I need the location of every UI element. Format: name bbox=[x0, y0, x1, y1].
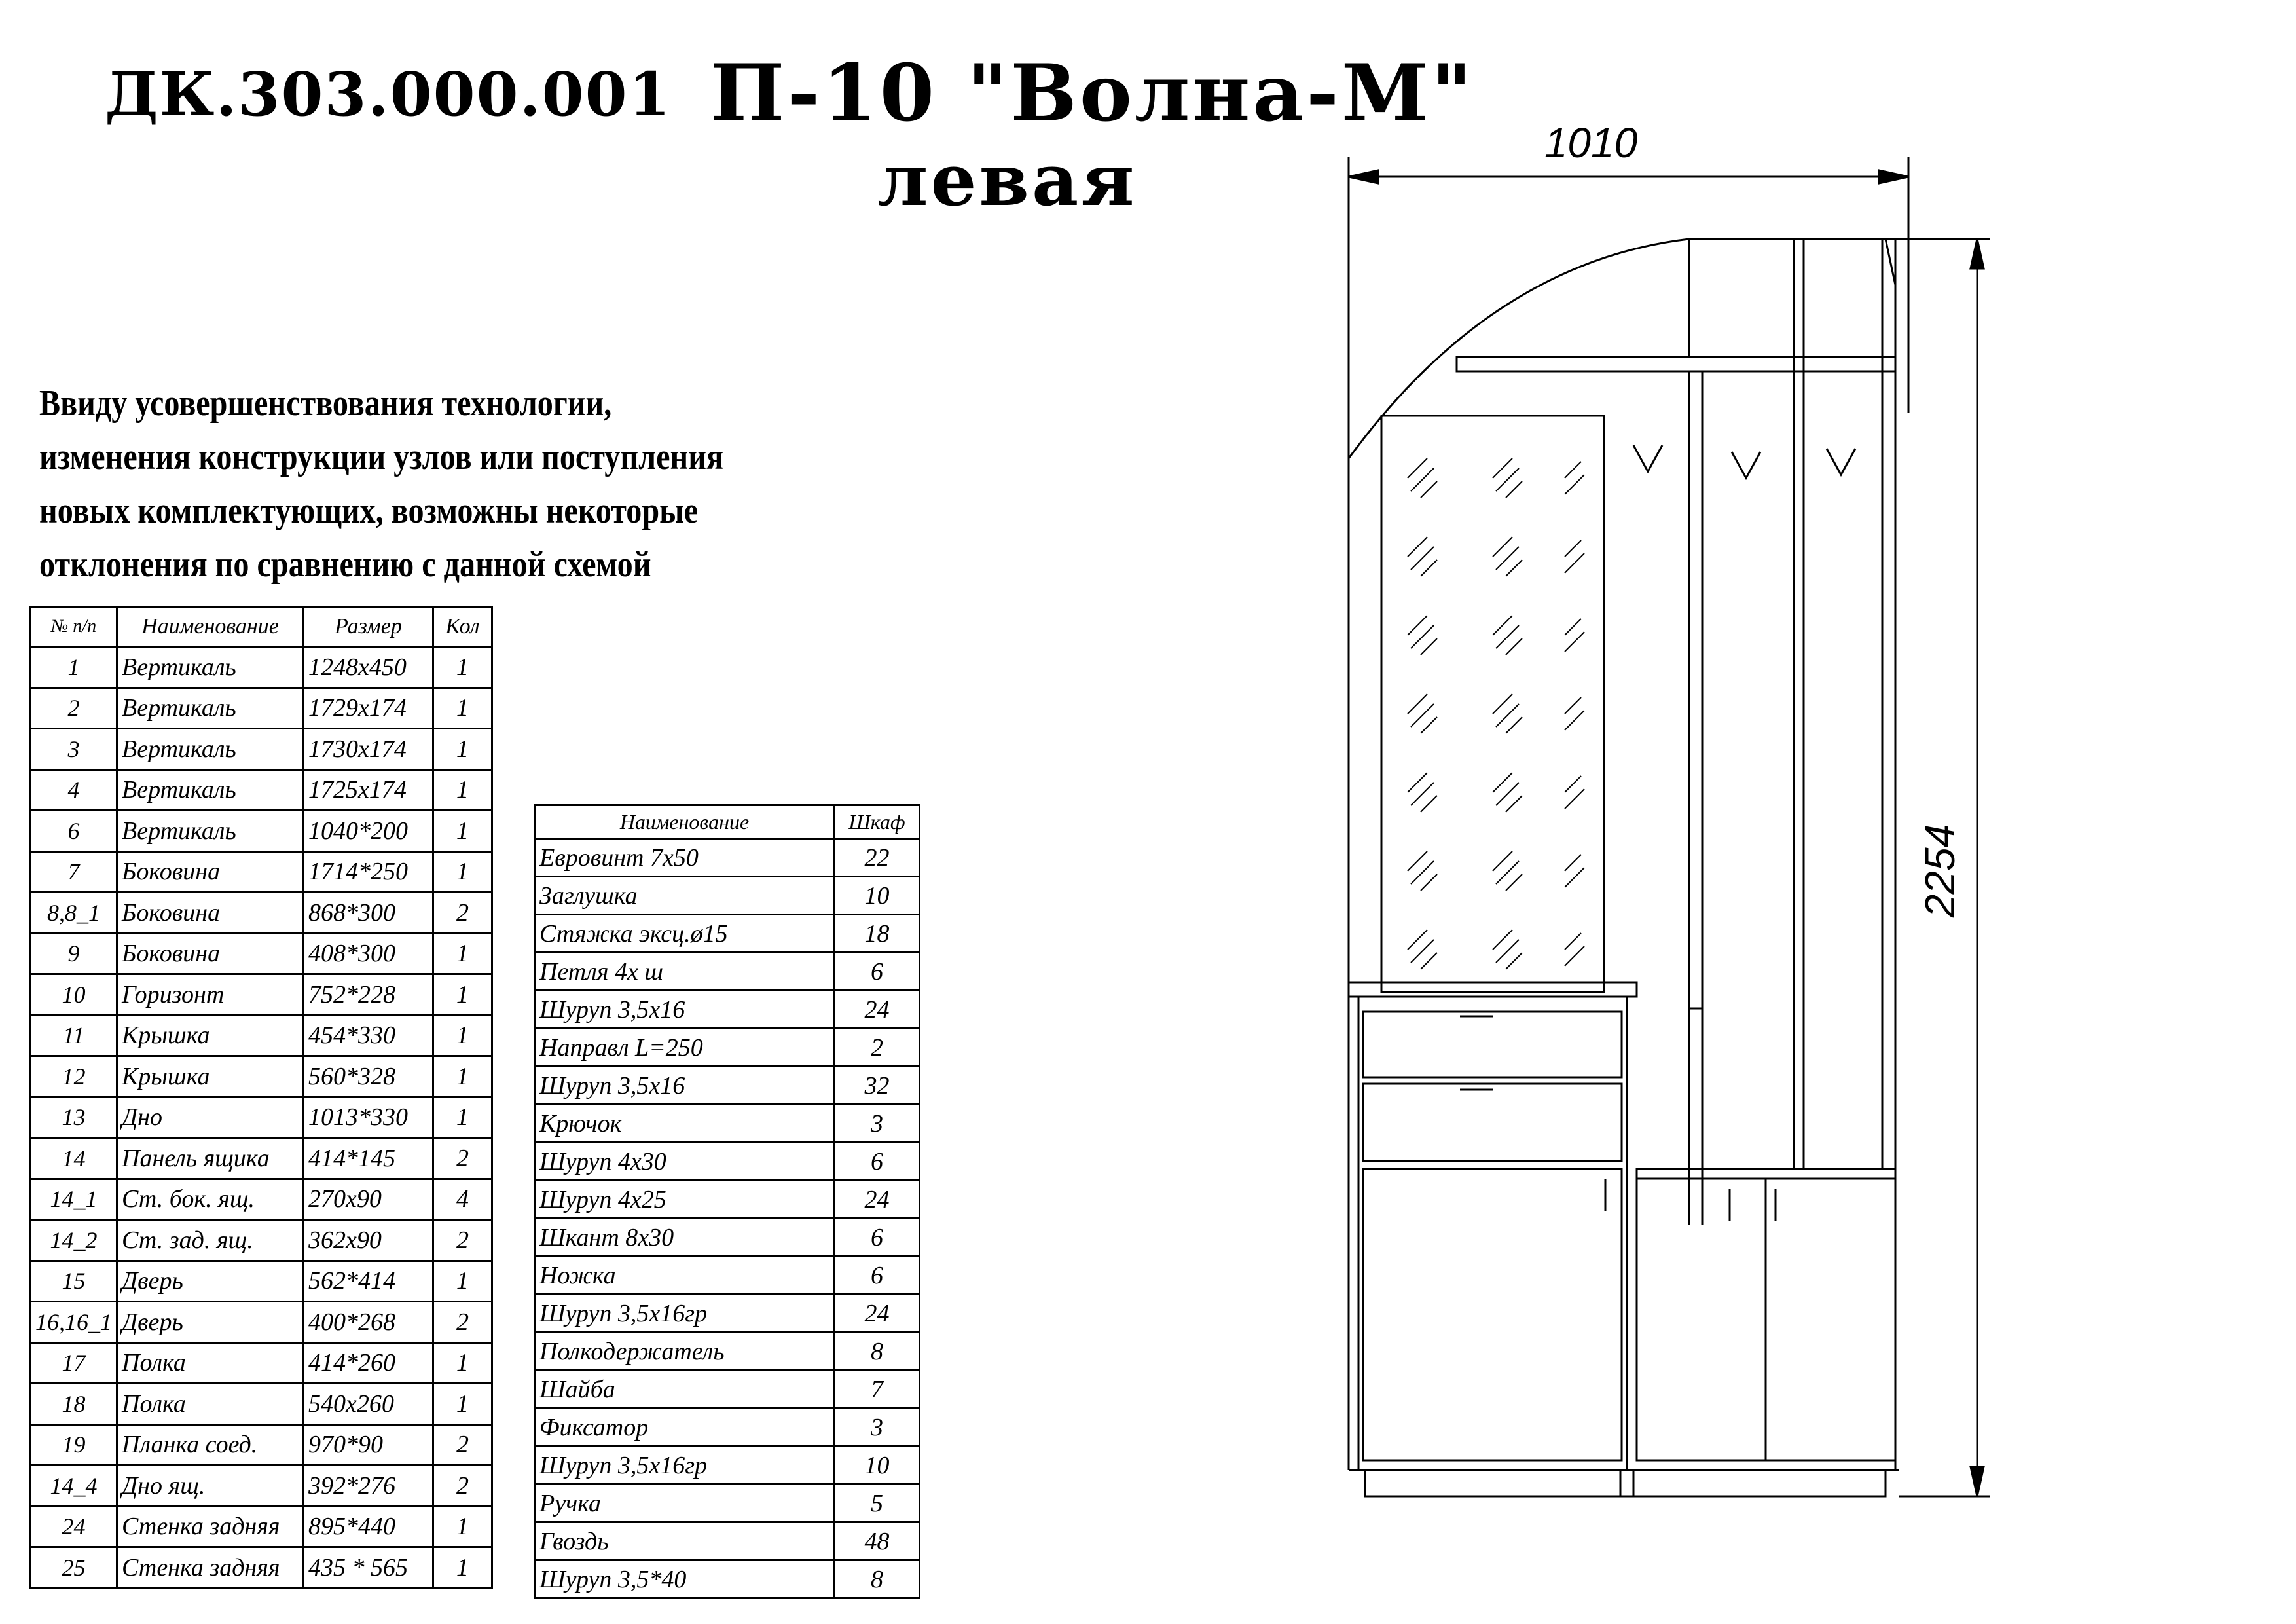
col-header-qty: Шкаф bbox=[835, 805, 920, 839]
cell-size: 895*440 bbox=[304, 1506, 433, 1547]
table-row bbox=[31, 811, 492, 852]
cell-size: 408*300 bbox=[304, 933, 433, 974]
cell-size: 1730х174 bbox=[304, 729, 433, 770]
cell-quantity: 1 bbox=[433, 647, 492, 688]
cell-quantity: 7 bbox=[835, 1371, 920, 1409]
cell-quantity: 3 bbox=[835, 1105, 920, 1143]
cell-size: 392*276 bbox=[304, 1466, 433, 1507]
cell-number: 25 bbox=[31, 1547, 117, 1589]
cell-name: Дно bbox=[117, 1097, 304, 1138]
cell-quantity: 6 bbox=[835, 1143, 920, 1181]
table-row bbox=[535, 1143, 920, 1181]
table-row bbox=[31, 1261, 492, 1302]
table-row bbox=[31, 647, 492, 688]
cell-name: Шуруп 3,5х16гр bbox=[535, 1447, 835, 1485]
cell-number: 14_4 bbox=[31, 1466, 117, 1507]
table-row bbox=[535, 1560, 920, 1598]
cell-name: Вертикаль bbox=[117, 647, 304, 688]
cell-quantity: 1 bbox=[433, 811, 492, 852]
cell-name: Шуруп 3,5*40 bbox=[535, 1560, 835, 1598]
cell-quantity: 24 bbox=[835, 991, 920, 1029]
cell-size: 970*90 bbox=[304, 1424, 433, 1466]
cell-quantity: 22 bbox=[835, 839, 920, 877]
cell-size: 1248х450 bbox=[304, 647, 433, 688]
cell-name: Ст. зад. ящ. bbox=[117, 1220, 304, 1261]
arrow-icon bbox=[1971, 239, 1984, 268]
cell-number: 24 bbox=[31, 1506, 117, 1547]
cell-quantity: 2 bbox=[835, 1029, 920, 1067]
cell-name: Крышка bbox=[117, 1015, 304, 1056]
cell-number: 8,8_1 bbox=[31, 893, 117, 934]
cell-quantity: 1 bbox=[433, 933, 492, 974]
table-row bbox=[31, 1056, 492, 1098]
cell-name: Вертикаль bbox=[117, 769, 304, 811]
hardware-table-body bbox=[535, 839, 920, 1598]
notice-line: изменения конструкции узлов или поступления bbox=[39, 437, 724, 477]
cell-size: 540х260 bbox=[304, 1384, 433, 1425]
col-header-qty: Кол bbox=[433, 607, 492, 647]
cell-quantity: 2 bbox=[433, 1302, 492, 1343]
cell-name: Гвоздь bbox=[535, 1522, 835, 1560]
table-row bbox=[31, 1466, 492, 1507]
cell-number: 7 bbox=[31, 851, 117, 893]
width-dimension-label: 1010 bbox=[1544, 119, 1638, 166]
cell-name: Дно ящ. bbox=[117, 1466, 304, 1507]
cell-number: 6 bbox=[31, 811, 117, 852]
cell-quantity: 48 bbox=[835, 1522, 920, 1560]
table-row bbox=[535, 915, 920, 953]
cell-number: 4 bbox=[31, 769, 117, 811]
table-row bbox=[535, 1371, 920, 1409]
cell-number: 17 bbox=[31, 1342, 117, 1384]
cell-number: 14_2 bbox=[31, 1220, 117, 1261]
cell-name: Крючок bbox=[535, 1105, 835, 1143]
cell-name: Горизонт bbox=[117, 974, 304, 1016]
cell-size: 868*300 bbox=[304, 893, 433, 934]
cell-name: Планка соед. bbox=[117, 1424, 304, 1466]
cell-name: Стяжка эксц.ø15 bbox=[535, 915, 835, 953]
col-header-name: Наименование bbox=[535, 805, 835, 839]
cell-number: 19 bbox=[31, 1424, 117, 1466]
cell-number: 3 bbox=[31, 729, 117, 770]
cell-quantity: 1 bbox=[433, 1547, 492, 1589]
document-code: ДК.303.000.001 bbox=[105, 59, 672, 130]
cell-quantity: 2 bbox=[433, 893, 492, 934]
table-row bbox=[31, 1342, 492, 1384]
cell-size: 400*268 bbox=[304, 1302, 433, 1343]
lower-left-module bbox=[1358, 997, 1627, 1470]
cell-quantity: 2 bbox=[433, 1220, 492, 1261]
table-row bbox=[535, 1257, 920, 1295]
cell-size: 414*260 bbox=[304, 1342, 433, 1384]
table-row bbox=[535, 1447, 920, 1485]
col-header-size: Размер bbox=[304, 607, 433, 647]
cell-quantity: 1 bbox=[433, 688, 492, 729]
table-row bbox=[31, 1097, 492, 1138]
cell-number: 13 bbox=[31, 1097, 117, 1138]
cell-quantity: 6 bbox=[835, 953, 920, 991]
table-row bbox=[535, 1409, 920, 1447]
cell-quantity: 1 bbox=[433, 974, 492, 1016]
cell-size: 1725х174 bbox=[304, 769, 433, 811]
cell-size: 270х90 bbox=[304, 1179, 433, 1220]
table-row bbox=[31, 851, 492, 893]
cell-number: 10 bbox=[31, 974, 117, 1016]
arched-top bbox=[1349, 239, 1895, 458]
cell-number: 9 bbox=[31, 933, 117, 974]
table-row bbox=[535, 1522, 920, 1560]
table-row bbox=[535, 1333, 920, 1371]
cell-size: 1714*250 bbox=[304, 851, 433, 893]
cell-number: 1 bbox=[31, 647, 117, 688]
cell-name: Дверь bbox=[117, 1302, 304, 1343]
cell-name: Полка bbox=[117, 1342, 304, 1384]
cell-name: Боковина bbox=[117, 851, 304, 893]
cell-quantity: 1 bbox=[433, 1342, 492, 1384]
cell-quantity: 5 bbox=[835, 1485, 920, 1522]
cell-quantity: 8 bbox=[835, 1333, 920, 1371]
col-header-no: № п/п bbox=[31, 607, 117, 647]
cell-number: 18 bbox=[31, 1384, 117, 1425]
cell-quantity: 2 bbox=[433, 1466, 492, 1507]
arrow-icon bbox=[1879, 170, 1908, 183]
cell-name: Крышка bbox=[117, 1056, 304, 1098]
cell-name: Ножка bbox=[535, 1257, 835, 1295]
cell-number: 16,16_1 bbox=[31, 1302, 117, 1343]
cell-quantity: 10 bbox=[835, 877, 920, 915]
table-row bbox=[31, 688, 492, 729]
notice-line: отклонения по сравнению с данной схемой bbox=[39, 544, 651, 585]
cell-name: Шуруп 4х30 bbox=[535, 1143, 835, 1181]
cell-size: 362х90 bbox=[304, 1220, 433, 1261]
module-top bbox=[1349, 982, 1637, 997]
cell-quantity: 24 bbox=[835, 1181, 920, 1219]
cell-size: 435 * 565 bbox=[304, 1547, 433, 1589]
table-row bbox=[535, 1067, 920, 1105]
arrow-icon bbox=[1971, 1467, 1984, 1496]
cell-quantity: 3 bbox=[835, 1409, 920, 1447]
cell-name: Боковина bbox=[117, 893, 304, 934]
cell-name: Ст. бок. ящ. bbox=[117, 1179, 304, 1220]
table-row bbox=[31, 1015, 492, 1056]
parts-table bbox=[29, 606, 493, 1589]
table-row bbox=[535, 991, 920, 1029]
cell-name: Дверь bbox=[117, 1261, 304, 1302]
cell-name: Панель ящика bbox=[117, 1138, 304, 1179]
cell-name: Шуруп 3,5х16гр bbox=[535, 1295, 835, 1333]
cell-quantity: 2 bbox=[433, 1424, 492, 1466]
notice-text bbox=[39, 377, 760, 591]
parts-table-header bbox=[31, 607, 492, 647]
cell-quantity: 10 bbox=[835, 1447, 920, 1485]
cell-quantity: 1 bbox=[433, 1056, 492, 1098]
cell-name: Полка bbox=[117, 1384, 304, 1425]
cell-number: 14 bbox=[31, 1138, 117, 1179]
door bbox=[1363, 1169, 1622, 1460]
cabinet-drawing bbox=[1322, 105, 2043, 1532]
model-variant: левая bbox=[877, 138, 1137, 222]
table-row bbox=[31, 1506, 492, 1547]
table-row bbox=[535, 1295, 920, 1333]
cell-number: 11 bbox=[31, 1015, 117, 1056]
model-title: П-10 "Волна-М" bbox=[710, 47, 1475, 139]
table-row bbox=[535, 877, 920, 915]
cell-quantity: 1 bbox=[433, 1097, 492, 1138]
cell-number: 15 bbox=[31, 1261, 117, 1302]
mirror bbox=[1381, 416, 1604, 992]
table-row bbox=[535, 953, 920, 991]
cell-quantity: 1 bbox=[433, 851, 492, 893]
hardware-table bbox=[534, 804, 920, 1599]
cell-name: Ручка bbox=[535, 1485, 835, 1522]
cell-name: Направл L=250 bbox=[535, 1029, 835, 1067]
cell-quantity: 1 bbox=[433, 1261, 492, 1302]
notice-line: Ввиду усовершенствования технологии, bbox=[39, 383, 612, 424]
table-row bbox=[31, 1384, 492, 1425]
drawer bbox=[1363, 1012, 1622, 1077]
cell-quantity: 1 bbox=[433, 1384, 492, 1425]
table-row bbox=[31, 1179, 492, 1220]
hook-icon bbox=[1633, 445, 1662, 471]
mirror-hatch bbox=[1408, 458, 1584, 969]
arrow-icon bbox=[1349, 170, 1378, 183]
cell-quantity: 1 bbox=[433, 769, 492, 811]
cell-name: Шуруп 3,5х16 bbox=[535, 991, 835, 1029]
table-row bbox=[31, 1138, 492, 1179]
cell-quantity: 6 bbox=[835, 1257, 920, 1295]
cell-size: 752*228 bbox=[304, 974, 433, 1016]
cell-name: Шайба bbox=[535, 1371, 835, 1409]
hook-icon bbox=[1827, 449, 1855, 475]
cell-size: 560*328 bbox=[304, 1056, 433, 1098]
cell-quantity: 2 bbox=[433, 1138, 492, 1179]
cell-name: Полкодержатель bbox=[535, 1333, 835, 1371]
cell-size: 1040*200 bbox=[304, 811, 433, 852]
cell-name: Шкант 8х30 bbox=[535, 1219, 835, 1257]
cell-name: Заглушка bbox=[535, 877, 835, 915]
cell-name: Фиксатор bbox=[535, 1409, 835, 1447]
table-row bbox=[31, 1547, 492, 1589]
table-row bbox=[31, 769, 492, 811]
cell-quantity: 1 bbox=[433, 1015, 492, 1056]
cell-quantity: 4 bbox=[433, 1179, 492, 1220]
table-row bbox=[535, 1219, 920, 1257]
cell-size: 454*330 bbox=[304, 1015, 433, 1056]
table-row bbox=[31, 1424, 492, 1466]
cell-size: 1729х174 bbox=[304, 688, 433, 729]
plinth bbox=[1365, 1470, 1886, 1496]
table-row bbox=[535, 1105, 920, 1143]
cell-name: Петля 4х ш bbox=[535, 953, 835, 991]
table-row bbox=[31, 933, 492, 974]
cell-name: Вертикаль bbox=[117, 811, 304, 852]
notice-line: новых комплектующих, возможны некоторые bbox=[39, 490, 699, 531]
drawer bbox=[1363, 1084, 1622, 1161]
cell-quantity: 1 bbox=[433, 1506, 492, 1547]
table-row bbox=[535, 1485, 920, 1522]
cell-quantity: 8 bbox=[835, 1560, 920, 1598]
cell-quantity: 18 bbox=[835, 915, 920, 953]
cell-name: Боковина bbox=[117, 933, 304, 974]
cell-name: Вертикаль bbox=[117, 729, 304, 770]
cell-number: 14_1 bbox=[31, 1179, 117, 1220]
cell-size: 414*145 bbox=[304, 1138, 433, 1179]
cell-number: 12 bbox=[31, 1056, 117, 1098]
cell-name: Стенка задняя bbox=[117, 1547, 304, 1589]
cell-quantity: 6 bbox=[835, 1219, 920, 1257]
table-row bbox=[535, 839, 920, 877]
cell-name: Вертикаль bbox=[117, 688, 304, 729]
table-row bbox=[31, 1220, 492, 1261]
cell-size: 1013*330 bbox=[304, 1097, 433, 1138]
table-row bbox=[31, 729, 492, 770]
table-row bbox=[31, 893, 492, 934]
cell-quantity: 32 bbox=[835, 1067, 920, 1105]
cell-number: 2 bbox=[31, 688, 117, 729]
table-row bbox=[535, 1181, 920, 1219]
hat-shelf bbox=[1457, 357, 1895, 371]
cell-size: 562*414 bbox=[304, 1261, 433, 1302]
cell-quantity: 1 bbox=[433, 729, 492, 770]
table-row bbox=[535, 1029, 920, 1067]
table-row bbox=[31, 1302, 492, 1343]
cell-name: Стенка задняя bbox=[117, 1506, 304, 1547]
cell-quantity: 24 bbox=[835, 1295, 920, 1333]
hardware-table-header bbox=[535, 805, 920, 839]
parts-table-body bbox=[31, 647, 492, 1589]
table-row bbox=[31, 974, 492, 1016]
cell-name: Шуруп 3,5х16 bbox=[535, 1067, 835, 1105]
module-top bbox=[1637, 1169, 1895, 1179]
cell-name: Евровинт 7х50 bbox=[535, 839, 835, 877]
col-header-name: Наименование bbox=[117, 607, 304, 647]
height-dimension-label: 2254 bbox=[1916, 824, 1963, 918]
cell-name: Шуруп 4х25 bbox=[535, 1181, 835, 1219]
hook-icon bbox=[1732, 452, 1760, 478]
